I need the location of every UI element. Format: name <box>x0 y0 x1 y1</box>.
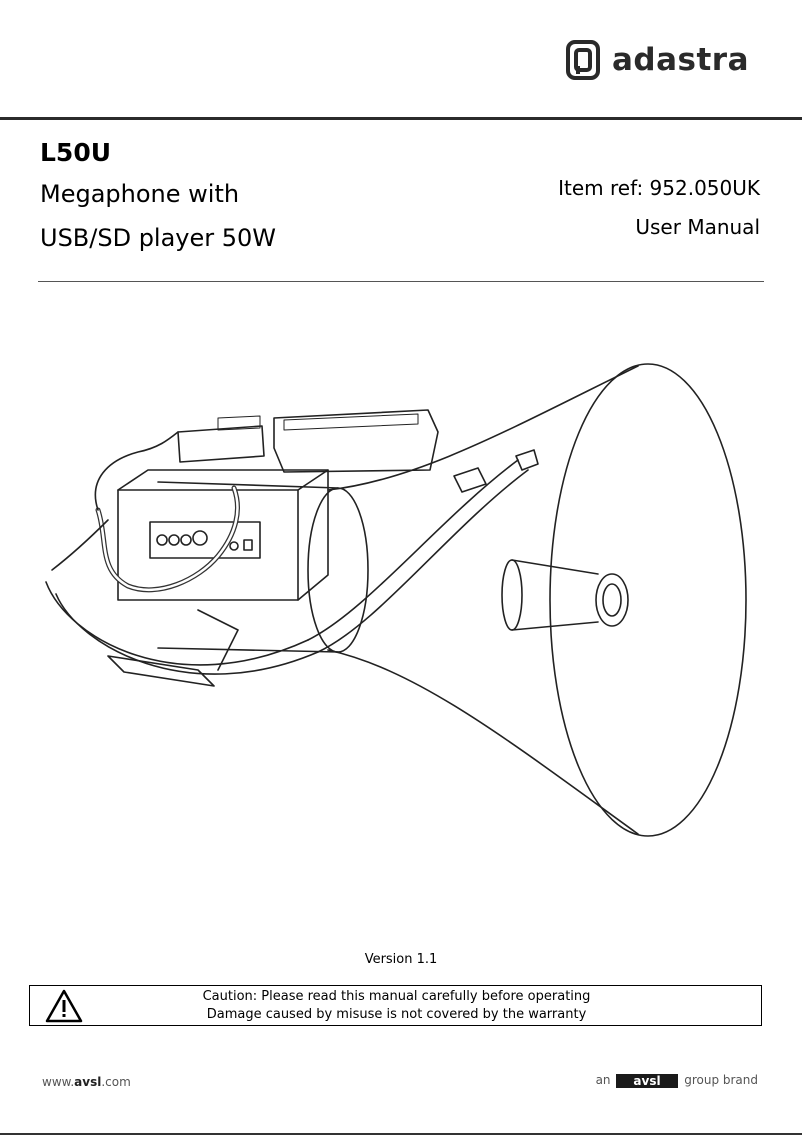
product-description-line2: USB/SD player 50W <box>40 224 277 252</box>
website-prefix: www. <box>42 1075 75 1089</box>
document-type: User Manual <box>635 215 760 239</box>
avsl-group-brand <box>596 1073 758 1088</box>
caution-line1: Caution: Please read this manual carefully before operating <box>202 989 591 1004</box>
model-number: L50U <box>40 138 112 167</box>
brand-suffix: group brand <box>684 1073 758 1087</box>
logo-text: adastra <box>612 42 750 78</box>
product-description-line1: Megaphone with <box>40 180 240 208</box>
caution-box <box>29 985 762 1026</box>
footer-divider <box>0 1133 802 1135</box>
adastra-logo <box>566 38 766 82</box>
version-label: Version 1.1 <box>364 952 438 967</box>
caution-line2: Damage caused by misuse is not covered by the warranty <box>206 1007 587 1022</box>
title-divider <box>38 281 764 282</box>
item-ref: Item ref: 952.050UK <box>558 176 760 200</box>
website-suffix: .com <box>101 1075 131 1089</box>
megaphone-illustration <box>38 360 750 840</box>
website-link[interactable] <box>42 1075 131 1089</box>
website-domain: avsl <box>74 1075 102 1089</box>
brand-prefix: an <box>595 1073 611 1087</box>
adastra-logo-icon <box>566 40 600 80</box>
avsl-logo-text: avsl <box>633 1073 661 1088</box>
header-divider <box>0 117 802 120</box>
avsl-logo <box>616 1074 678 1088</box>
